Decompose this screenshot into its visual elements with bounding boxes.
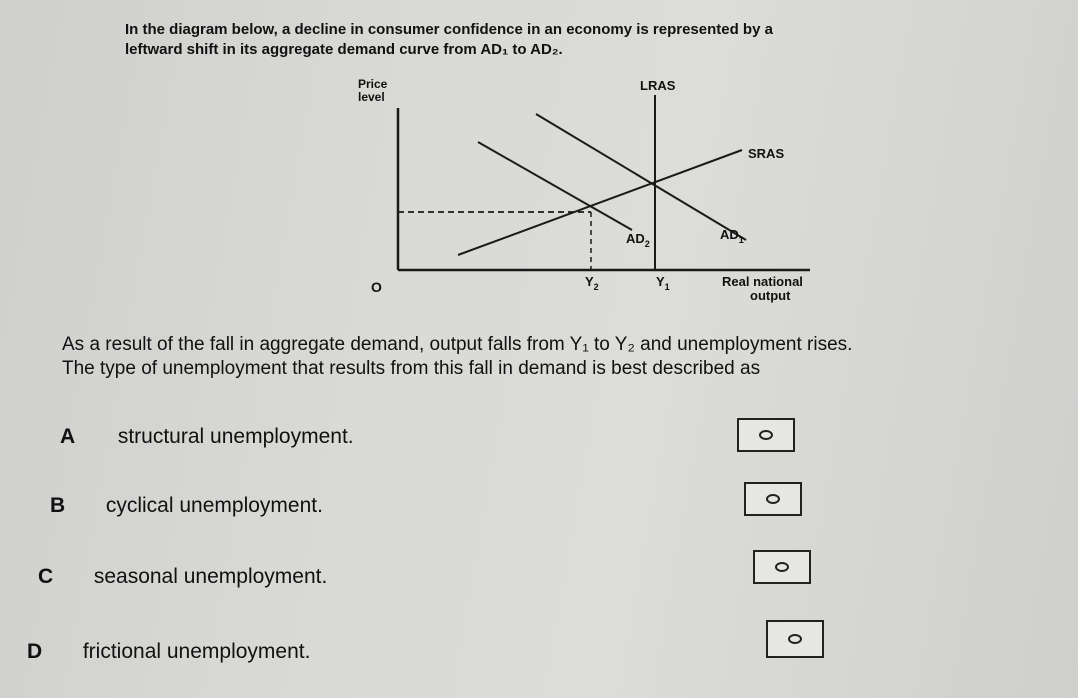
option-label: structural unemployment.: [117, 425, 354, 448]
x-axis-label-2: output: [750, 288, 791, 303]
radio-circle-icon: [759, 430, 773, 440]
question-line-2: The type of unemployment that results from this fall in demand is best described as: [62, 358, 761, 379]
y2-label: $Y_2$: [585, 274, 599, 292]
intro-line-2: leftward shift in its aggregate demand curve from AD₁ to AD₂.: [125, 41, 563, 58]
option-letter: A: [60, 425, 76, 448]
price-label-2: level: [358, 90, 385, 104]
option-label: seasonal unemployment.: [93, 565, 328, 588]
option-label: cyclical unemployment.: [105, 494, 323, 517]
option-letter: C: [38, 565, 54, 588]
ad-as-diagram: [0, 0, 1078, 330]
option-letter: D: [27, 640, 43, 663]
ad2-label: $AD_2$: [626, 231, 650, 249]
option-a[interactable]: [60, 425, 354, 449]
option-a-radio[interactable]: [737, 418, 795, 452]
option-d-radio[interactable]: [766, 620, 824, 658]
intro-line-1: In the diagram below, a decline in consumer confidence in an economy is represented by a: [125, 21, 773, 38]
ad1-line: [536, 114, 746, 240]
option-b-radio[interactable]: [744, 482, 802, 516]
radio-circle-icon: [788, 634, 802, 644]
option-b[interactable]: [50, 494, 323, 518]
question-line-1: As a result of the fall in aggregate demand, output falls from Y₁ to Y₂ and unemployment rises.: [62, 334, 853, 355]
y1-label: $Y_1$: [656, 274, 670, 292]
price-label-1: Price: [358, 77, 388, 91]
option-d[interactable]: [27, 640, 310, 664]
radio-circle-icon: [766, 494, 780, 504]
ad1-label: $AD_1$: [720, 227, 744, 245]
option-c-radio[interactable]: [753, 550, 811, 584]
radio-circle-icon: [775, 562, 789, 572]
option-label: frictional unemployment.: [82, 640, 311, 663]
sras-line: [458, 150, 742, 255]
question-text: [62, 333, 1052, 381]
option-letter: B: [50, 494, 66, 517]
sras-label: SRAS: [748, 146, 785, 161]
option-c[interactable]: [38, 565, 327, 589]
lras-label: LRAS: [640, 78, 676, 93]
ad2-line: [478, 142, 632, 230]
x-axis-label-1: Real national: [722, 274, 803, 289]
origin-label: O: [371, 279, 382, 295]
